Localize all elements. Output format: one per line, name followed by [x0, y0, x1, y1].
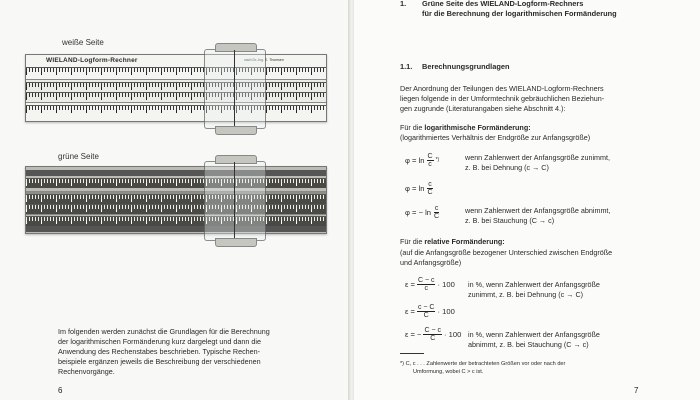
slide-rule-cursor: [204, 161, 266, 241]
slide-rule-cursor: [204, 49, 266, 129]
scale-slide-b: [26, 204, 326, 214]
slide-rule-green-side: [25, 166, 327, 234]
formula-eps-1: ε = $\frac{C - c}{c}$ · 100: [405, 276, 455, 292]
formula-eps-1-desc: in %, wenn Zahlenwert der Anfangsgröße zunimmt, z. B. bei Dehnung (c → C): [468, 280, 600, 299]
label-white-side: weiße Seite: [62, 38, 104, 47]
rel-heading: Für die relative Formänderung:: [400, 237, 505, 246]
rel-subtitle: (auf die Anfangsgröße bezogener Unterschied zwischen Endgröße und Anfangsgröße): [400, 248, 613, 267]
footnote: *) C, c . . . Zahlenwerte der betrachteten Größen vor oder nach der Umformung, wobei C > c ist.: [400, 361, 566, 375]
formula-phi-1-desc: wenn Zahlenwert der Anfangsgröße zunimmt, z. B. bei Dehnung (c → C): [465, 153, 611, 172]
log-subtitle: (logarithmiertes Verhältnis der Endgröße zur Anfangsgröße): [400, 133, 591, 142]
log-heading: Für die logarithmische Formänderung:: [400, 123, 531, 132]
section-heading: Grüne Seite des WIELAND-Logform-Rechners für die Berechnung der logarithmischen Formänderung: [422, 0, 617, 18]
slide-rule-title: WIELAND-Logform-Rechner: [46, 57, 138, 64]
label-green-side: grüne Seite: [58, 152, 99, 161]
page-number-left: 6: [58, 386, 63, 395]
heading-number: 1.: [400, 0, 407, 8]
scale-slide-a: [26, 82, 326, 92]
scale-band-top: [26, 170, 326, 176]
formula-phi-1: φ = ln $\frac{C}{c}$ *): [405, 152, 440, 168]
scale-slide-a: [26, 194, 326, 204]
slide-body: [26, 191, 326, 215]
scale-bottom: [26, 216, 326, 226]
scale-top: [26, 178, 326, 188]
slide-rule-white-side: [25, 54, 327, 122]
scale-bottom: [26, 105, 326, 115]
formula-phi-3: φ = − ln $\frac{c}{C}$: [405, 204, 440, 220]
formula-phi-2: φ = ln $\frac{c}{C}$: [405, 180, 433, 196]
scale-slide-b: [26, 92, 326, 102]
formula-phi-3-desc: wenn Zahlenwert der Anfangsgröße abnimmt, z. B. bei Stauchung (C → c): [465, 206, 611, 225]
subsection-number: 1.1.: [400, 62, 413, 71]
formula-eps-3-desc: in %, wenn Zahlenwert der Anfangsgröße abnimmt, z. B. bei Stauchung (C → c): [468, 330, 600, 349]
intro-paragraph: Im folgenden werden zunächst die Grundlagen für die Berechnung der logarithmischen Formänderung kurz dargelegt und dann die Anwendung des Rechenstabes beschrieben. Typische Rechen- beispiele ergänzen jeweils die Beschreibung der verschiedenen Rechenvorgänge.: [58, 327, 270, 376]
page-number-right: 7: [634, 386, 639, 395]
intro-text: Der Anordnung der Teilungen des WIELAND-Logform-Rechners liegen folgende in der Umformtechnik gebräuchlichen Beziehun- gen zugrunde (Literaturangaben siehe Abschnitt 4.):: [400, 84, 605, 113]
formula-eps-3: ε = − $\frac{C - c}{C}$ · 100: [405, 326, 462, 342]
formula-eps-2: ε = $\frac{c - C}{C}$ · 100: [405, 303, 455, 319]
scale-top: [26, 67, 326, 77]
subsection-heading: Berechnungsgrundlagen: [422, 62, 510, 71]
scale-band-bottom: [26, 226, 326, 232]
footnote-divider: [400, 353, 424, 354]
slide-rule-maker: nach Dr.-Ing. E. Thomsen: [244, 58, 284, 62]
slide-body: [26, 79, 326, 103]
